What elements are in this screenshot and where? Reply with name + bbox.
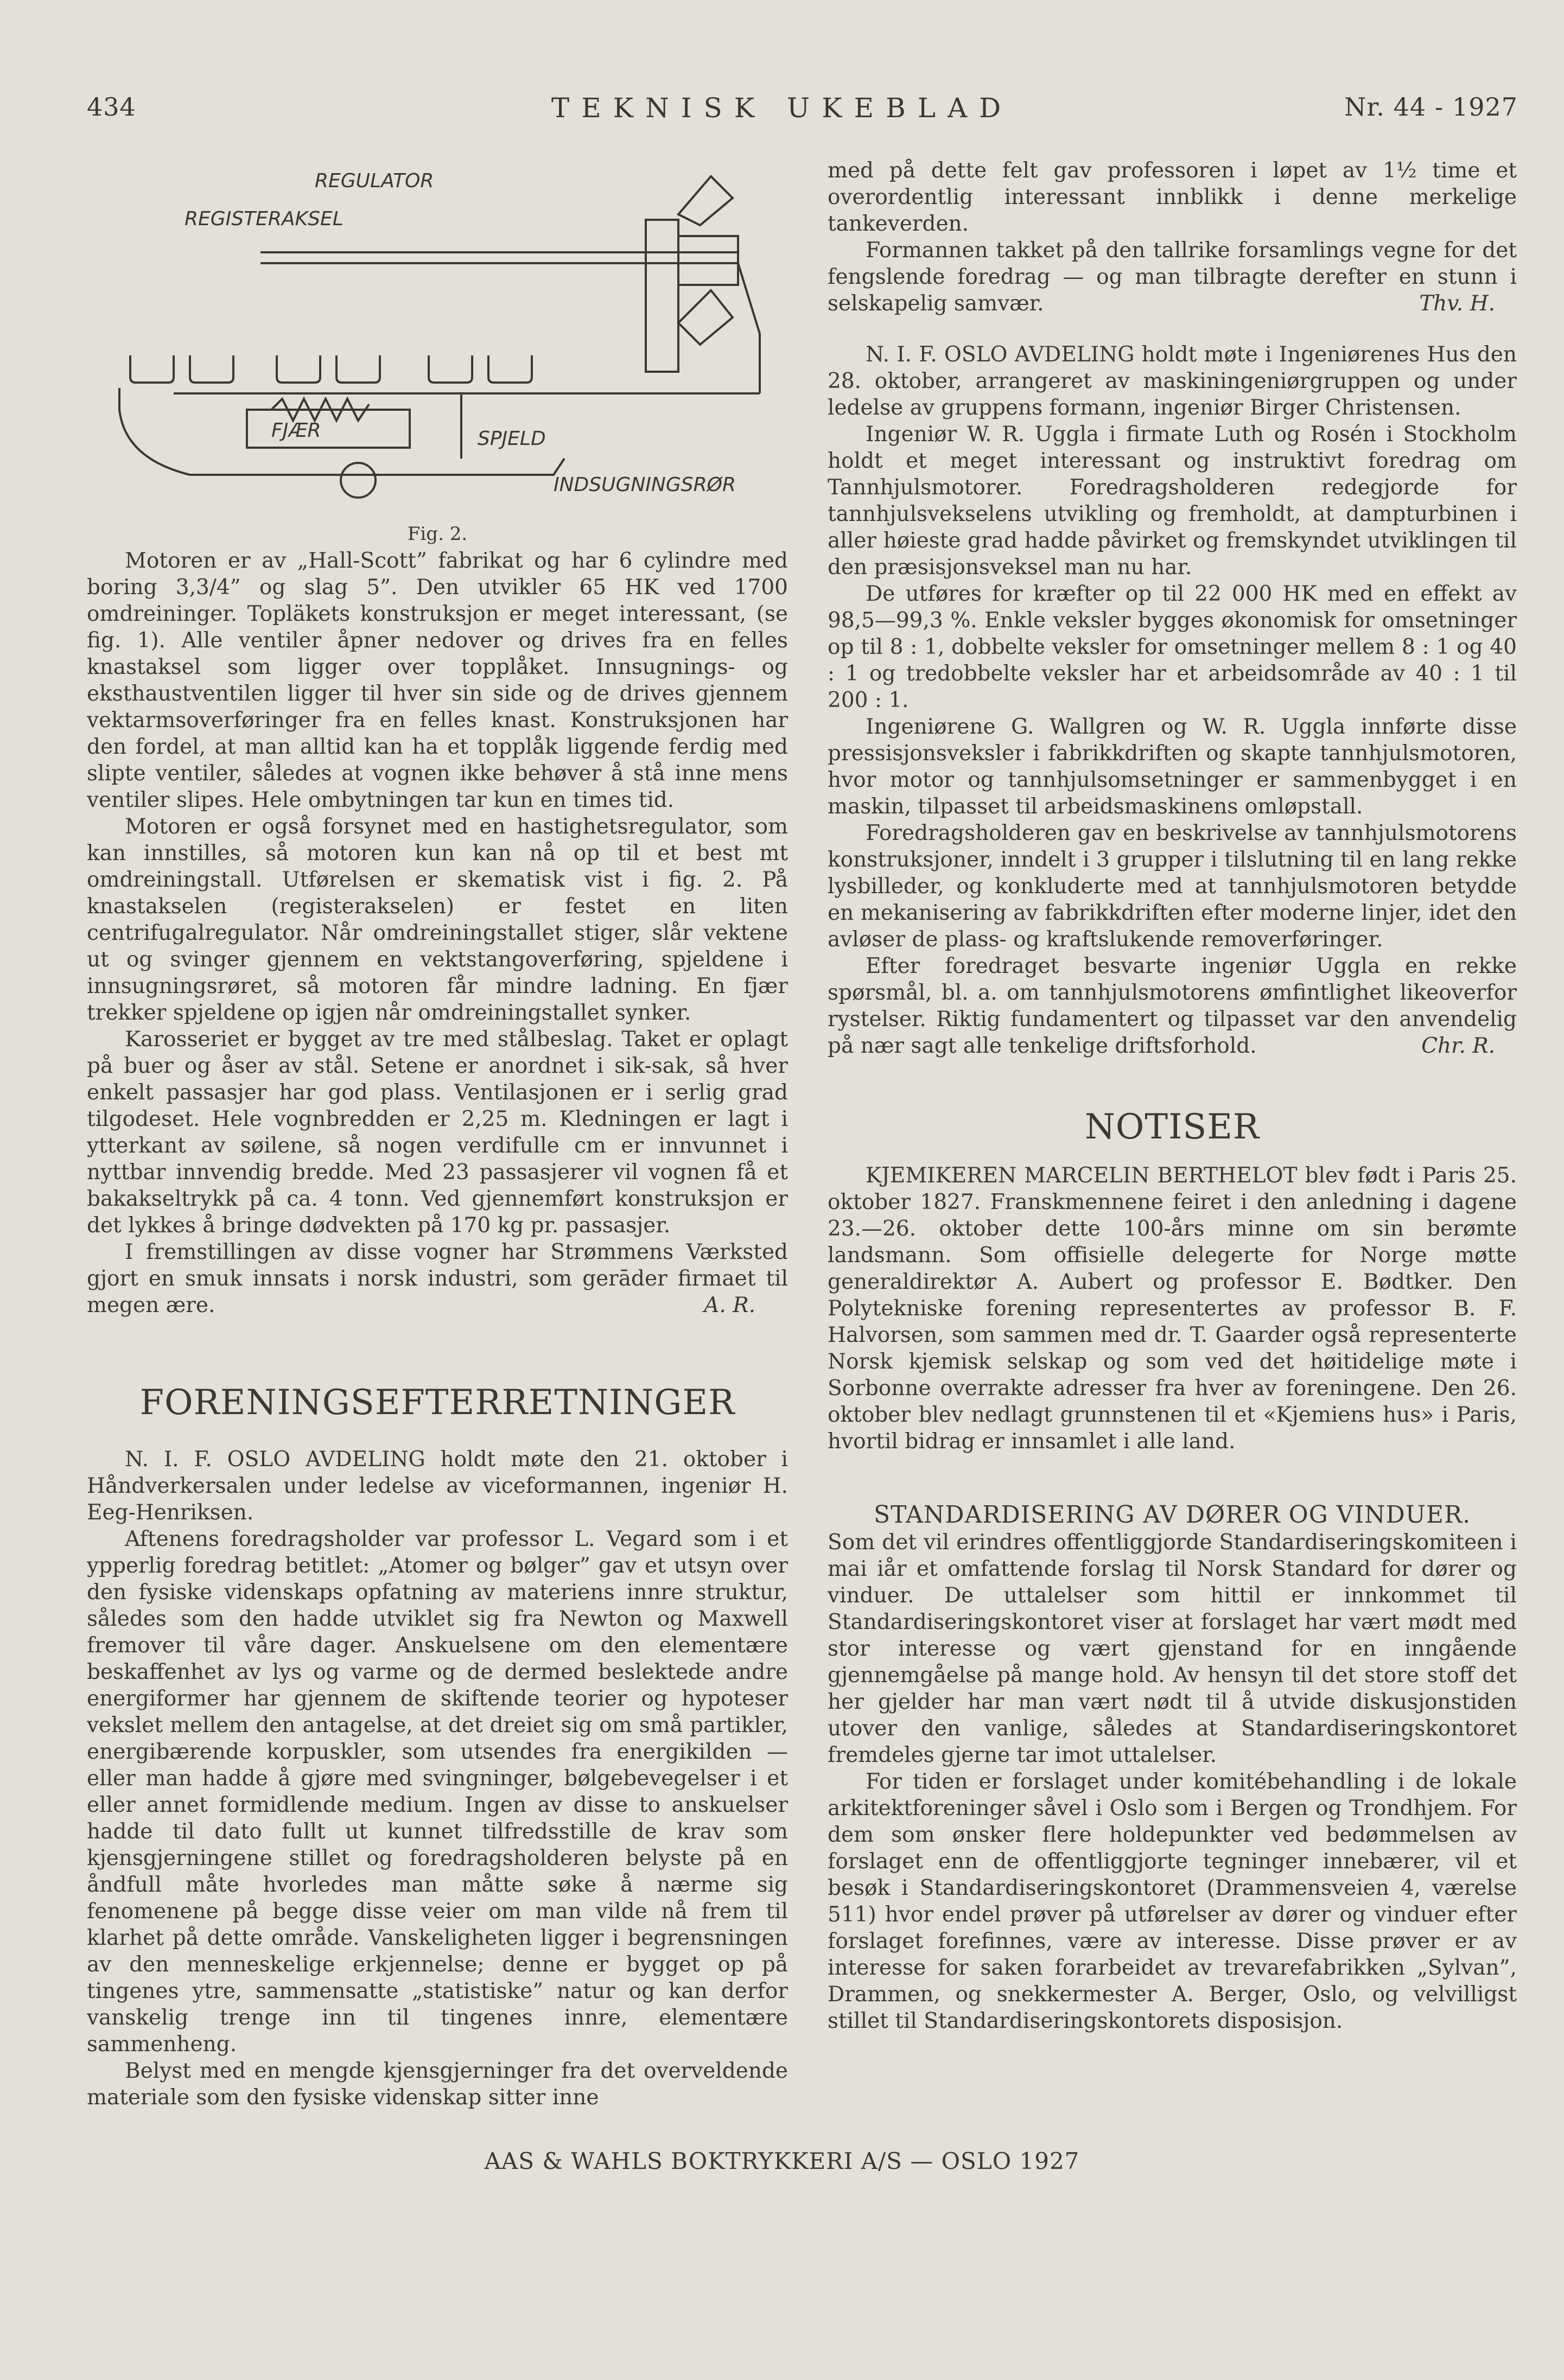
port-1 <box>130 355 174 383</box>
standard-heading: STANDARDISERING AV DØRER OG VINDUER. <box>873 1501 1471 1529</box>
thanks-signature: Thv. H. <box>1419 291 1495 316</box>
thanks-paragraph <box>828 237 1517 317</box>
meeting-paragraph: Aftenens foredragsholder var professor L. Vegard som i et ypperlig foredrag betitlet: „Atomer og bølger” gav et utsyn over den fysiske videnskaps opfatning av materiens innre struktur, således som den hadde utviklet sig fra Newton og Maxwell fremover til våre dager. Anskuelsene om den elementære beskaffenhet av lys og varme og de dermed beslektede andre energiformer har gjennem de skiftende teorier og hypoteser vekslet mellem den antagelse, at det dreiet sig om små partikler, energibærende korpuskler, som utsendes fra energikilden — eller man hadde å gjøre med svingninger, bølgebevegelser i et eller annet formidlende medium. Ingen av disse to anskuelser hadde til dato fullt ut kunnet tilfredsstille de krav som kjensgjerningene stillet og foredragsholderen belyste på en åndfull måte hvorledes man måtte søke å nærme sig fenomenene på begge disse veier om man vilde nå frem til klarhet på dette område. Vanskeligheten ligger i begrensningen av den menneskelige erkjennelse; denne er bygget op på tingenes ytre, sammensatte „statistiske” natur og kan derfor vanskelig trenge inn til tingenes innre, elementære sammenheng. <box>87 1527 788 2057</box>
lever-arm <box>738 263 760 334</box>
label-registeraksel: REGISTERAKSEL <box>185 208 344 230</box>
port-5 <box>429 355 472 383</box>
page-number: 434 <box>87 92 136 122</box>
motor-paragraph <box>87 1239 788 1319</box>
right-column <box>828 157 1517 2034</box>
meeting2-paragraph: De utføres for kræfter op til 22 000 HK med en effekt av 98,5—99,3 %. Enkle veksler bygges økonomisk for omsetninger op til 8 : 1, dobbelte veksler for omsetninger mellem 8 : 1 og 40 : 1 og tredobbelte veksler har et arbeidsområde av 40 : 1 til 200 : 1. <box>828 582 1517 712</box>
regulator-diagram <box>109 155 787 513</box>
valve-circle <box>341 463 376 498</box>
meeting2-signature: Chr. R. <box>1421 1034 1495 1058</box>
port-6 <box>488 355 532 383</box>
thanks-text: Formannen takket på den tallrike forsamlings vegne for det fengslende foredrag — og man tilbragte derefter en stunn i selskapelig samvær. <box>828 238 1517 316</box>
regulator-housing <box>646 220 678 372</box>
motor-paragraph: Karosseriet er bygget av tre med stålbeslag. Taket er oplagt på buer og åser av stål. Setene er anordnet i sik-sak, så hver enkelt passasjer har god plass. Ventilasjonen er i serlig grad tilgodeset. Hele vognbredden er 2,25 m. Kledningen er lagt i ytterkant av søilene, så nogen verdifulle cm er innvunnet i nyttbar innvendig bredde. Med 23 passasjerer vil vognen få et bakakseltrykk på ca. 4 tonn. Ved gjennemført konstruksjon er det lykkes å bringe dødvekten på 170 kg pr. passasjer. <box>87 1027 788 1238</box>
motor-paragraph: Motoren er av „Hall-Scott” fabrikat og har 6 cylindre med boring 3,3/4” og slag 5”. Den utvikler 65 HK ved 1700 omdreininger. Topläkets konstruksjon er meget interessant, (se fig. 1). Alle ventiler åpner nedover og drives fra en felles knastaksel som ligger over topplåket. Innsugnings- og eksthaustventilen ligger til hver sin side og de drives gjennem vektarmsoverføringer fra en felles knast. Konstruksjonen har den fordel, at man alltid kan ha et topplåk liggende ferdig med slipte ventiler, således at vognen ikke behøver å stå inne mens ventiler slipes. Hele ombytningen tar kun en times tid. <box>87 549 788 812</box>
meeting2-paragraph: Ingeniørene G. Wallgren og W. R. Uggla innførte disse pressisjonsveksler i fabrikkdriften og skapte tannhjulsmotoren, hvor motor og tannhjulsomsetninger er sammenbygget i en maskin, tilpasset til arbeidsmaskinens omløpstall. <box>828 715 1517 819</box>
section-heading: FORENINGSEFTERRETNINGER <box>139 1383 735 1423</box>
berthelot-paragraph: KJEMIKEREN MARCELIN BERTHELOT blev født i Paris 25. oktober 1827. Franskmennene feiret i den anledning i dagene 23.—26. oktober dette 100-års minne om sin berømte landsmann. Som offisielle delegerte for Norge møtte generaldirektør A. Aubert og professor E. Bødtker. Den Polytekniske forening representertes av professor B. F. Halvorsen, som sammen med dr. T. Gaarder også representerte Norsk kjemisk selskap og som ved det høitidelige møte i Sorbonne overrakte adresser fra hver av foreningene. Den 26. oktober blev nedlagt grunnstenen til et «Kjemiens hus» i Paris, hvortil bidrag er innsamlet i alle land. <box>828 1163 1517 1454</box>
issue-number: Nr. 44 - 1927 <box>1344 92 1518 122</box>
regulator-weight-bottom <box>678 290 733 345</box>
port-4 <box>336 355 380 383</box>
left-column <box>87 521 788 2111</box>
standard-paragraph: For tiden er forslaget under komitébehandling i de lokale arkitektforeninger såvel i Oslo som i Bergen og Trondhjem. For dem som ønsker flere holdepunkter ved bedømmelsen av forslaget enn de offentliggjorte tegninger innebærer, vil et besøk i Standardiseringskontoret (Drammensveien 4, værelse 511) hvor endel prøver på utførelser av dører og vinduer efter forslaget forefinnes, være av interesse. Disse prøver er av interesse for saken forarbeidet av trevarefabrikken „Sylvan”, Drammen, og snekkermester A. Berger, Oslo, og velvilligst stillet til Standardiseringskontorets disposisjon. <box>828 1770 1517 2033</box>
meeting2-paragraph <box>828 953 1517 1059</box>
meeting2-text: Efter foredraget besvarte ingeniør Uggla en rekke spørsmål, bl. a. om tannhjulsmotorens ømfintlighet likeoverfor rystelser. Riktig fundamentert og tilpasset var den anvendelig på nær sagt alle tenkelige driftsforhold. <box>828 954 1517 1058</box>
port-2 <box>190 355 233 383</box>
regulator-weight-top <box>678 176 733 225</box>
regulator-weight-box <box>678 236 738 285</box>
standard-paragraph: Som det vil erindres offentliggjorde Standardiseringskomiteen i mai iår et omfattende forslag til Norsk Standard for dører og vinduer. De uttalelser som hittil er innkommet til Standardiseringskontoret viser at forslaget har vært mødt med stor interesse og vært gjenstand for en inngående gjennemgåelse på mange hold. Av hensyn til det store stoff det her gjelder har man vært nødt til å utvide diskusjonstiden utover den vanlige, således at Standardiseringskontoret fremdeles gjerne tar imot uttalelser. <box>828 1530 1517 1767</box>
meeting-paragraph: Belyst med en mengde kjensgjerninger fra det overveldende materiale som den fysiske videnskap sitter inne <box>87 2059 788 2110</box>
figure-caption: Fig. 2. <box>407 523 468 545</box>
continuation-paragraph: med på dette felt gav professoren i løpet av 1½ time et overordentlig interessant innblikk i denne merkelige tankeverden. <box>828 158 1517 236</box>
motor-signature: A. R. <box>704 1293 755 1318</box>
meeting2-paragraph: Foredragsholderen gav en beskrivelse av tannhjulsmotorens konstruksjoner, inndelt i 3 grupper i tilslutning til en lang rekke lysbilleder, og konkluderte med at tannhjulsmotoren betydde en mekanisering av fabrikkdriften efter moderne linjer, idet den avløser de plass- og kraftslukende removerføringer. <box>828 821 1517 952</box>
meeting-intro: N. I. F. OSLO AVDELING holdt møte den 21. oktober i Håndverkersalen under ledelse av viceformannen, ingeniør H. Eeg-Henriksen. <box>87 1447 788 1525</box>
notiser-heading: NOTISER <box>1084 1107 1260 1147</box>
motor-paragraph-text: I fremstillingen av disse vogner har Strømmens Værksted gjort en smuk innsats i norsk industri, som gerāder firmaet til megen ære. <box>87 1240 788 1318</box>
meeting2-paragraph: Ingeniør W. R. Uggla i firmate Luth og Rosén i Stockholm holdt et meget interessant og instruktivt foredrag om Tannhjulsmotorer. Foredragsholderen redegjorde for tannhjulsvekselens utvikling og fremholdt, at dampturbinen i aller høieste grad hadde påvirket og fremskyndet utviklingen til den præsisjonsveksel man nu har. <box>828 422 1517 580</box>
label-fjaer: FJÆR <box>271 419 321 442</box>
label-spjeld: SPJELD <box>478 428 546 450</box>
label-indsugningsror: INDSUGNINGSRØR <box>554 474 736 496</box>
label-regulator: REGULATOR <box>315 170 434 192</box>
meeting2-intro: N. I. F. OSLO AVDELING holdt møte i Ingeniørenes Hus den 28. oktober, arrangeret av maskiningeniørgruppen og under ledelse av gruppens formann, ingeniør Birger Christensen. <box>828 342 1517 420</box>
port-3 <box>277 355 320 383</box>
printer-footer: AAS & WAHLS BOKTRYKKERI A/S — OSLO 1927 <box>484 2148 1080 2174</box>
motor-paragraph: Motoren er også forsynet med en hastighetsregulator, som kan innstilles, så motoren kun kan nå op til et best mt omdreiningstall. Utførelsen er skematisk vist i fig. 2. På knastakselen (registerakselen) er festet en liten centrifugalregulator. Når omdreiningstallet stiger, slår vektene ut og svinger gjennem en vektstangoverføring, spjeldene i innsugningsrøret, så motoren får mindre ladning. En fjær trekker spjeldene op igjen når omdreiningstallet synker. <box>87 814 788 1025</box>
regulator-diagram-svg <box>109 155 787 513</box>
journal-title: TEKNISK UKEBLAD <box>551 92 1013 124</box>
